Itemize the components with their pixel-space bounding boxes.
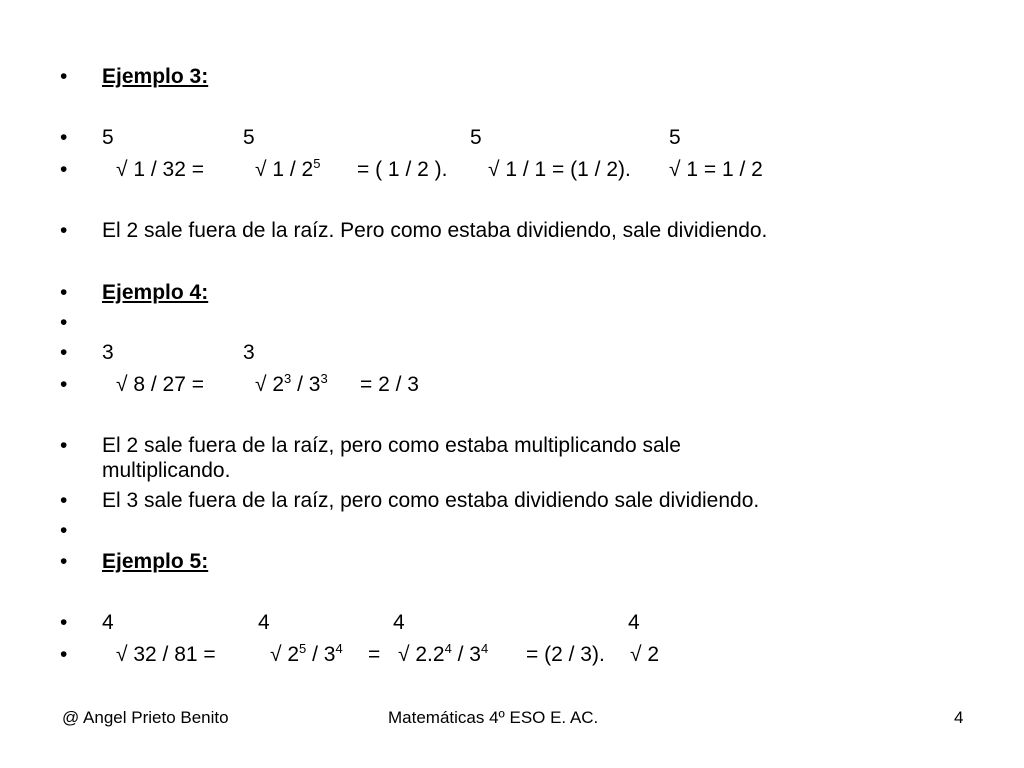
bullet-icon: • [60, 489, 68, 512]
exponent: 5 [313, 156, 321, 171]
ejemplo3-heading: Ejemplo 3: [102, 65, 209, 88]
explanation-text: multiplicando. [102, 459, 231, 482]
root-index: 3 [243, 341, 255, 364]
bullet-line-ejemplo3-indices [0, 123, 1024, 153]
bullet-icon: • [60, 341, 68, 364]
math-expression-part: = 2 / 3 [360, 373, 419, 396]
explanation-text: El 2 sale fuera de la raíz, pero como estaba multiplicando sale [102, 434, 681, 457]
math-expression-part: √ $2^5 / 3^4$ [270, 641, 343, 666]
ejemplo4-heading: Ejemplo 4: [102, 281, 209, 304]
exponent: 4 [335, 641, 343, 656]
exponent: 4 [481, 641, 489, 656]
bullet-line-ejemplo4-expression [0, 370, 1024, 400]
page-number: 4 [954, 708, 964, 727]
bullet-icon: • [60, 434, 68, 457]
exponent: 4 [444, 641, 452, 656]
root-index: 4 [102, 611, 114, 634]
bullet-icon: • [60, 126, 68, 149]
exponent: 3 [284, 371, 292, 386]
bullet-line-ejemplo3-heading [0, 62, 1024, 92]
math-expression-part: √ 8 / 27 = [116, 373, 204, 396]
math-expression-part: = (2 / 3). [526, 643, 605, 666]
explanation-text: El 2 sale fuera de la raíz. Pero como estaba dividiendo, sale dividiendo. [102, 219, 768, 242]
math-expression-part: = [368, 643, 381, 666]
ejemplo5-heading: Ejemplo 5: [102, 550, 209, 573]
bullet-line-ejemplo3-expression [0, 155, 1024, 185]
bullet-icon: • [60, 158, 68, 181]
bullet-line-ejemplo3-explanation [0, 216, 1024, 246]
root-index: 4 [393, 611, 405, 634]
bullet-icon: • [60, 373, 68, 396]
bullet-icon: • [60, 550, 68, 573]
root-index: 3 [102, 341, 114, 364]
exponent: 5 [299, 641, 307, 656]
math-expression-part: √ 2 [630, 643, 660, 666]
bullet-line-ejemplo5-heading [0, 547, 1024, 577]
math-expression-part: √ $2.2^4 / 3^4$ [398, 641, 489, 666]
math-expression-part: = ( 1 / 2 ). [357, 158, 448, 181]
bullet-icon: • [60, 519, 68, 542]
math-expression-part: √ 1 / 32 = [116, 158, 204, 181]
bullet-line-ejemplo5-expression [0, 640, 1024, 670]
bullet-line-empty [0, 308, 1024, 338]
bullet-line-ejemplo5-indices [0, 608, 1024, 638]
math-expression-part: √ 32 / 81 = [116, 643, 216, 666]
bullet-icon: • [60, 311, 68, 334]
footer-author: @ Angel Prieto Benito [62, 708, 229, 727]
exponent: 3 [320, 371, 328, 386]
math-expression-part: √ 1 / 1 = (1 / 2). [488, 158, 631, 181]
bullet-icon: • [60, 65, 68, 88]
math-expression-part: √ 1 = 1 / 2 [669, 158, 763, 181]
root-index: 5 [102, 126, 114, 149]
bullet-line-empty [0, 516, 1024, 546]
bullet-icon: • [60, 219, 68, 242]
root-index: 5 [669, 126, 681, 149]
bullet-line-ejemplo4-indices [0, 338, 1024, 368]
root-index: 5 [243, 126, 255, 149]
bullet-line-ejemplo4-heading [0, 278, 1024, 308]
footer-course: Matemáticas 4º ESO E. AC. [388, 708, 599, 727]
bullet-line-ejemplo4-explanation-2 [0, 486, 1024, 516]
bullet-icon: • [60, 281, 68, 304]
explanation-text: El 3 sale fuera de la raíz, pero como estaba dividiendo sale dividiendo. [102, 489, 760, 512]
math-expression-part: √ $1 / 2^5$ [255, 156, 321, 181]
explanation-continuation [0, 456, 1024, 486]
root-index: 4 [258, 611, 270, 634]
root-index: 5 [470, 126, 482, 149]
root-index: 4 [628, 611, 640, 634]
bullet-icon: • [60, 611, 68, 634]
math-expression-part: √ $2^3 / 3^3$ [255, 371, 328, 396]
bullet-icon: • [60, 643, 68, 666]
